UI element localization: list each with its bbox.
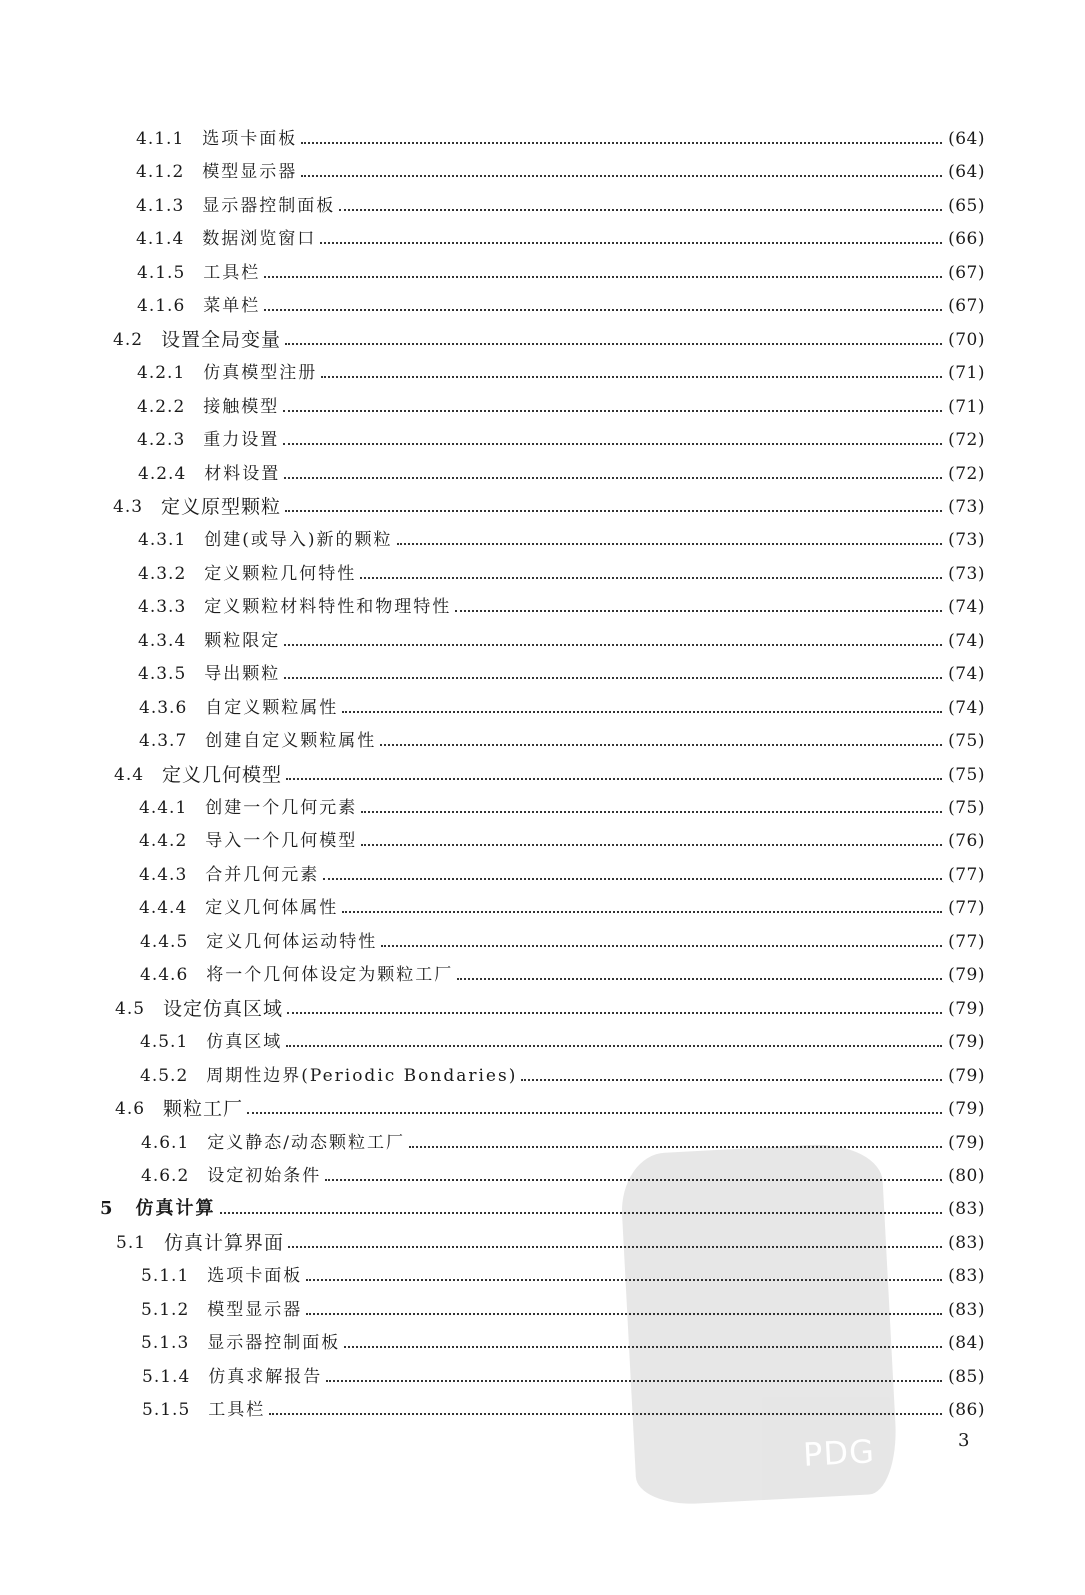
toc-entry-number: 5: [100, 1198, 114, 1219]
toc-entry-title: 仿真求解报告: [208, 1367, 323, 1387]
dot-leader: [286, 777, 942, 780]
toc-entry[interactable]: [138, 561, 985, 587]
page-number: 3: [958, 1430, 970, 1451]
toc-entry-title: 显示器控制面板: [202, 196, 336, 216]
toc-entry[interactable]: [139, 728, 985, 754]
toc-entry-number: 4.2.1: [137, 363, 186, 383]
toc-entry-page: (65): [948, 196, 985, 216]
toc-entry-page: (71): [948, 363, 985, 383]
toc-entry-number: 4.3: [113, 497, 144, 517]
toc-entry-page: (77): [948, 865, 985, 885]
toc-entry-number: 4.4.3: [139, 865, 188, 885]
toc-entry[interactable]: [138, 628, 985, 654]
toc-entry-number: 4.1.5: [137, 263, 186, 283]
toc-entry-page: (79): [948, 965, 985, 985]
toc-entry[interactable]: [136, 226, 985, 252]
toc-entry[interactable]: [138, 661, 985, 687]
toc-entry-title: 仿真区域: [206, 1032, 283, 1052]
toc-entry-page: (72): [948, 464, 985, 484]
toc-entry-page: (64): [948, 162, 985, 182]
toc-entry-page: (83): [948, 1300, 985, 1320]
toc-entry-page: (80): [948, 1166, 985, 1186]
toc-entry-number: 4.4.2: [139, 831, 188, 851]
dot-leader: [342, 910, 942, 913]
toc-entry[interactable]: [139, 795, 985, 821]
dot-leader: [284, 643, 942, 646]
toc-entry-number: 4.5: [115, 999, 146, 1019]
toc-entry[interactable]: [141, 1163, 985, 1189]
toc-entry-title: 定义颗粒材料特性和物理特性: [204, 597, 452, 617]
dot-leader: [288, 1245, 942, 1248]
toc-entry-title: 创建(或导入)新的颗粒: [204, 530, 393, 550]
toc-entry[interactable]: [139, 895, 985, 921]
toc-entry-number: 5.1.2: [141, 1300, 190, 1320]
toc-entry[interactable]: [113, 494, 985, 520]
toc-entry-page: (74): [948, 597, 985, 617]
dot-leader: [285, 342, 942, 345]
toc-entry-number: 4.4.5: [140, 932, 189, 952]
toc-entry-number: 4.2: [113, 330, 144, 350]
dot-leader: [455, 609, 942, 612]
toc-entry[interactable]: [137, 394, 985, 420]
toc-entry[interactable]: [138, 594, 985, 620]
toc-entry[interactable]: [116, 1230, 985, 1256]
toc-entry[interactable]: [114, 762, 985, 788]
dot-leader: [360, 576, 942, 579]
toc-entry[interactable]: [140, 1063, 985, 1089]
toc-entry-page: (71): [948, 397, 985, 417]
toc-entry-title: 仿真模型注册: [203, 363, 318, 383]
toc-entry-number: 4.6.2: [141, 1166, 190, 1186]
toc-entry-page: (67): [948, 263, 985, 283]
toc-entry-title: 设置全局变量: [161, 329, 282, 351]
dot-leader: [264, 308, 942, 311]
toc-entry[interactable]: [142, 1364, 985, 1390]
dot-leader: [220, 1211, 943, 1214]
toc-entry-page: (79): [948, 1133, 985, 1153]
toc-entry[interactable]: [141, 1130, 985, 1156]
toc-entry[interactable]: [137, 427, 985, 453]
dot-leader: [344, 1345, 942, 1348]
dot-leader: [264, 275, 942, 278]
toc-entry-title: 菜单栏: [203, 296, 261, 316]
toc-entry-page: (85): [948, 1367, 985, 1387]
toc-entry[interactable]: [138, 461, 985, 487]
toc-entry-number: 4.3.1: [138, 530, 187, 550]
toc-entry-number: 4.1.1: [136, 129, 185, 149]
dot-leader: [283, 409, 942, 412]
dot-leader: [397, 542, 943, 545]
toc-entry-number: 4.3.4: [138, 631, 187, 651]
toc-entry-title: 导出颗粒: [204, 664, 281, 684]
toc-entry[interactable]: [137, 293, 985, 319]
toc-entry-page: (84): [948, 1333, 985, 1353]
toc-entry-page: (79): [948, 1099, 985, 1119]
toc-entry-page: (75): [948, 798, 985, 818]
toc-entry[interactable]: [139, 862, 985, 888]
toc-entry-page: (72): [948, 430, 985, 450]
dot-leader: [361, 810, 942, 813]
toc-entry-title: 定义原型颗粒: [161, 496, 282, 518]
toc-entry-title: 仿真计算: [135, 1198, 216, 1219]
toc-entry-page: (73): [948, 564, 985, 584]
toc-entry-number: 5.1.1: [141, 1266, 190, 1286]
toc-entry-number: 4.1.2: [136, 162, 185, 182]
dot-leader: [521, 1078, 942, 1081]
toc-entry[interactable]: [137, 260, 985, 286]
toc-entry-title: 设定仿真区域: [163, 998, 284, 1020]
toc-entry-title: 重力设置: [203, 430, 280, 450]
toc-entry-page: (70): [948, 330, 985, 350]
toc-entry-title: 颗粒限定: [204, 631, 281, 651]
toc-entry-title: 定义几何模型: [162, 764, 283, 786]
dot-leader: [381, 944, 942, 947]
toc-entry-number: 4.3.5: [138, 664, 187, 684]
dot-leader: [323, 877, 942, 880]
dot-leader: [306, 1278, 942, 1281]
toc-entry-title: 选项卡面板: [202, 129, 298, 149]
dot-leader: [286, 1044, 942, 1047]
dot-leader: [247, 1111, 942, 1114]
toc-entry-title: 创建一个几何元素: [205, 798, 358, 818]
toc-entry-number: 4.2.3: [137, 430, 186, 450]
dot-leader: [457, 977, 942, 980]
toc-entry-page: (73): [948, 497, 985, 517]
dot-leader: [325, 1178, 942, 1181]
dot-leader: [321, 375, 942, 378]
dot-leader: [283, 442, 942, 445]
toc-entry-title: 材料设置: [204, 464, 281, 484]
dot-leader: [285, 509, 942, 512]
toc-entry-page: (74): [948, 664, 985, 684]
dot-leader: [326, 1379, 942, 1382]
dot-leader: [320, 241, 942, 244]
toc-entry-number: 4.5.2: [140, 1066, 189, 1086]
toc-entry[interactable]: [140, 929, 985, 955]
toc-entry-page: (83): [948, 1233, 985, 1253]
dot-leader: [409, 1145, 942, 1148]
toc-entry-title: 工具栏: [203, 263, 261, 283]
toc-entry-page: (66): [948, 229, 985, 249]
toc-entry-number: 4.4.4: [139, 898, 188, 918]
toc-entry-title: 导入一个几何模型: [205, 831, 358, 851]
toc-entry-title: 周期性边界(Periodic Bondaries): [206, 1066, 518, 1086]
dot-leader: [287, 1011, 942, 1014]
toc-entry-number: 4.6: [115, 1099, 146, 1119]
toc-entry-number: 4.3.7: [139, 731, 188, 751]
toc-entry[interactable]: [139, 828, 985, 854]
toc-entry[interactable]: [140, 962, 985, 988]
dot-leader: [361, 843, 942, 846]
toc-entry[interactable]: [142, 1397, 985, 1423]
toc-entry-page: (76): [948, 831, 985, 851]
toc-entry-number: 4.1.6: [137, 296, 186, 316]
toc-entry-page: (86): [948, 1400, 985, 1420]
toc-entry-title: 将一个几何体设定为颗粒工厂: [206, 965, 454, 985]
toc-entry-page: (67): [948, 296, 985, 316]
toc-entry-title: 仿真计算界面: [164, 1232, 285, 1254]
toc-entry-number: 4.2.4: [138, 464, 187, 484]
toc-entry-title: 选项卡面板: [207, 1266, 303, 1286]
toc-entry-page: (73): [948, 530, 985, 550]
toc-entry-title: 定义几何体运动特性: [206, 932, 378, 952]
toc-entry-page: (74): [948, 631, 985, 651]
toc-entry[interactable]: [138, 527, 985, 553]
toc-entry-title: 颗粒工厂: [163, 1098, 244, 1120]
toc-entry[interactable]: [141, 1263, 985, 1289]
toc-entry-page: (83): [948, 1266, 985, 1286]
dot-leader: [301, 174, 942, 177]
toc-entry-title: 接触模型: [203, 397, 280, 417]
toc-entry-number: 4.4.6: [140, 965, 189, 985]
toc-entry-title: 自定义颗粒属性: [205, 698, 339, 718]
toc-entry-title: 工具栏: [208, 1400, 266, 1420]
toc-entry[interactable]: [136, 159, 985, 185]
toc-entry[interactable]: [137, 360, 985, 386]
toc-entry-title: 定义颗粒几何特性: [204, 564, 357, 584]
dot-leader: [306, 1312, 942, 1315]
toc-entry-number: 4.3.6: [139, 698, 188, 718]
toc-entry[interactable]: [113, 327, 985, 353]
toc-entry-number: 4.4: [114, 765, 145, 785]
toc-entry[interactable]: [136, 126, 985, 152]
toc-entry-page: (64): [948, 129, 985, 149]
dot-leader: [339, 208, 942, 211]
toc-entry-page: (79): [948, 999, 985, 1019]
toc-entry-number: 4.4.1: [139, 798, 188, 818]
toc-entry[interactable]: [115, 996, 985, 1022]
dot-leader: [284, 476, 942, 479]
toc-entry-page: (75): [948, 765, 985, 785]
toc-entry-number: 5.1.4: [142, 1367, 191, 1387]
toc-entry-page: (79): [948, 1032, 985, 1052]
toc-entry-title: 数据浏览窗口: [202, 229, 317, 249]
toc-entry-page: (77): [948, 898, 985, 918]
toc-entry-title: 创建自定义颗粒属性: [205, 731, 377, 751]
toc-entry-title: 定义静态/动态颗粒工厂: [207, 1133, 405, 1153]
toc-entry[interactable]: [139, 695, 985, 721]
toc-entry-number: 4.5.1: [140, 1032, 189, 1052]
toc-entry-page: (77): [948, 932, 985, 952]
toc-entry-title: 合并几何元素: [205, 865, 320, 885]
toc-entry-title: 模型显示器: [207, 1300, 303, 1320]
toc-entry-page: (75): [948, 731, 985, 751]
dot-leader: [301, 141, 942, 144]
toc-entry[interactable]: [141, 1297, 985, 1323]
dot-leader: [342, 710, 942, 713]
toc-entry-number: 5.1.3: [141, 1333, 190, 1353]
toc-entry-title: 模型显示器: [202, 162, 298, 182]
toc-entry-title: 显示器控制面板: [207, 1333, 341, 1353]
toc-entry-title: 设定初始条件: [207, 1166, 322, 1186]
toc-entry[interactable]: [136, 193, 985, 219]
dot-leader: [380, 743, 942, 746]
toc-entry[interactable]: [115, 1096, 985, 1122]
toc-entry-page: (83): [948, 1199, 985, 1219]
toc-entry-title: 定义几何体属性: [205, 898, 339, 918]
toc-entry[interactable]: [100, 1196, 985, 1222]
toc-entry-number: 4.2.2: [137, 397, 186, 417]
toc-entry-number: 4.3.3: [138, 597, 187, 617]
toc-entry-number: 4.6.1: [141, 1133, 190, 1153]
toc-entry-number: 5.1: [116, 1233, 147, 1253]
toc-entry[interactable]: [141, 1330, 985, 1356]
pdg-watermark-text: PDG: [802, 1432, 876, 1474]
toc-entry-number: 4.1.3: [136, 196, 185, 216]
dot-leader: [269, 1412, 942, 1415]
toc-entry-number: 4.3.2: [138, 564, 187, 584]
toc-entry-page: (74): [948, 698, 985, 718]
dot-leader: [284, 676, 942, 679]
toc-entry-page: (79): [948, 1066, 985, 1086]
toc-entry[interactable]: [140, 1029, 985, 1055]
toc-entry-number: 5.1.5: [142, 1400, 191, 1420]
toc-entry-number: 4.1.4: [136, 229, 185, 249]
